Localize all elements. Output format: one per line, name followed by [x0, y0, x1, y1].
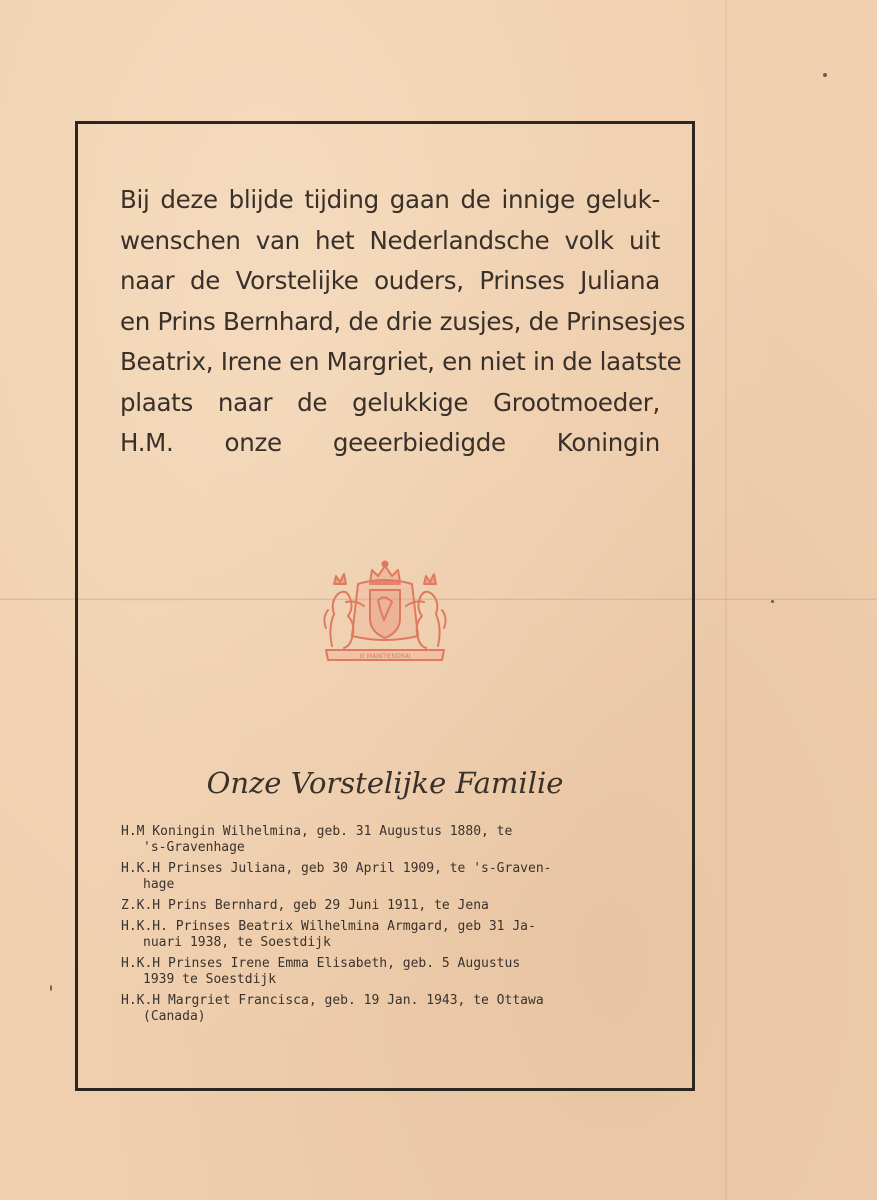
- family-member-entry: [121, 824, 655, 856]
- family-member-entry: [121, 898, 655, 914]
- family-member-entry: [121, 861, 655, 893]
- paper-fold-vertical: [725, 0, 727, 1200]
- royal-coat-of-arms-icon: [320, 558, 450, 664]
- member-line-1: H.K.H. Prinses Beatrix Wilhelmina Armgard, geb 31 Ja-: [121, 919, 536, 934]
- intro-line: H.M. onze geeerbiedigde Koningin: [120, 428, 660, 457]
- member-line-2: 's-Gravenhage: [143, 840, 245, 855]
- paper-speck: [771, 600, 774, 603]
- paper-speck: [823, 73, 827, 77]
- member-line-2: (Canada): [143, 1009, 206, 1024]
- motto-text: JE MAINTIENDRAI: [359, 653, 411, 660]
- family-section-title: Onze Vorstelijke Familie: [206, 766, 564, 800]
- member-line-2: nuari 1938, te Soestdijk: [143, 935, 331, 950]
- member-line-1: H.M Koningin Wilhelmina, geb. 31 Augustus 1880, te: [121, 824, 513, 839]
- intro-line: Beatrix, Irene en Margriet, en niet in de laatste: [120, 347, 682, 376]
- family-member-entry: [121, 993, 655, 1025]
- member-line-2: hage: [143, 877, 175, 892]
- paper-speck: [50, 985, 52, 991]
- member-line-1: Z.K.H Prins Bernhard, geb 29 Juni 1911, te Jena: [121, 898, 489, 913]
- family-member-entry: [121, 956, 655, 988]
- member-line-2: 1939 te Soestdijk: [143, 972, 277, 987]
- member-line-1: H.K.H Margriet Francisca, geb. 19 Jan. 1943, te Ottawa: [121, 993, 544, 1008]
- family-member-entry: [121, 919, 655, 951]
- intro-line: plaats naar de gelukkige Grootmoeder,: [120, 387, 660, 417]
- family-member-list: [121, 824, 655, 1030]
- intro-line: wenschen van het Nederlandsche volk uit: [120, 225, 660, 255]
- congratulation-text: [120, 180, 686, 464]
- intro-line: naar de Vorstelijke ouders, Prinses Juliana: [120, 266, 660, 295]
- intro-line: en Prins Bernhard, de drie zusjes, de Prinsesjes: [120, 306, 686, 336]
- member-line-1: H.K.H Prinses Juliana, geb 30 April 1909, te 's-Graven-: [121, 861, 552, 876]
- intro-line: Bij deze blijde tijding gaan de innige geluk-: [120, 185, 660, 214]
- member-line-1: H.K.H Prinses Irene Emma Elisabeth, geb. 5 Augustus: [121, 956, 521, 971]
- document-frame: [75, 121, 695, 1091]
